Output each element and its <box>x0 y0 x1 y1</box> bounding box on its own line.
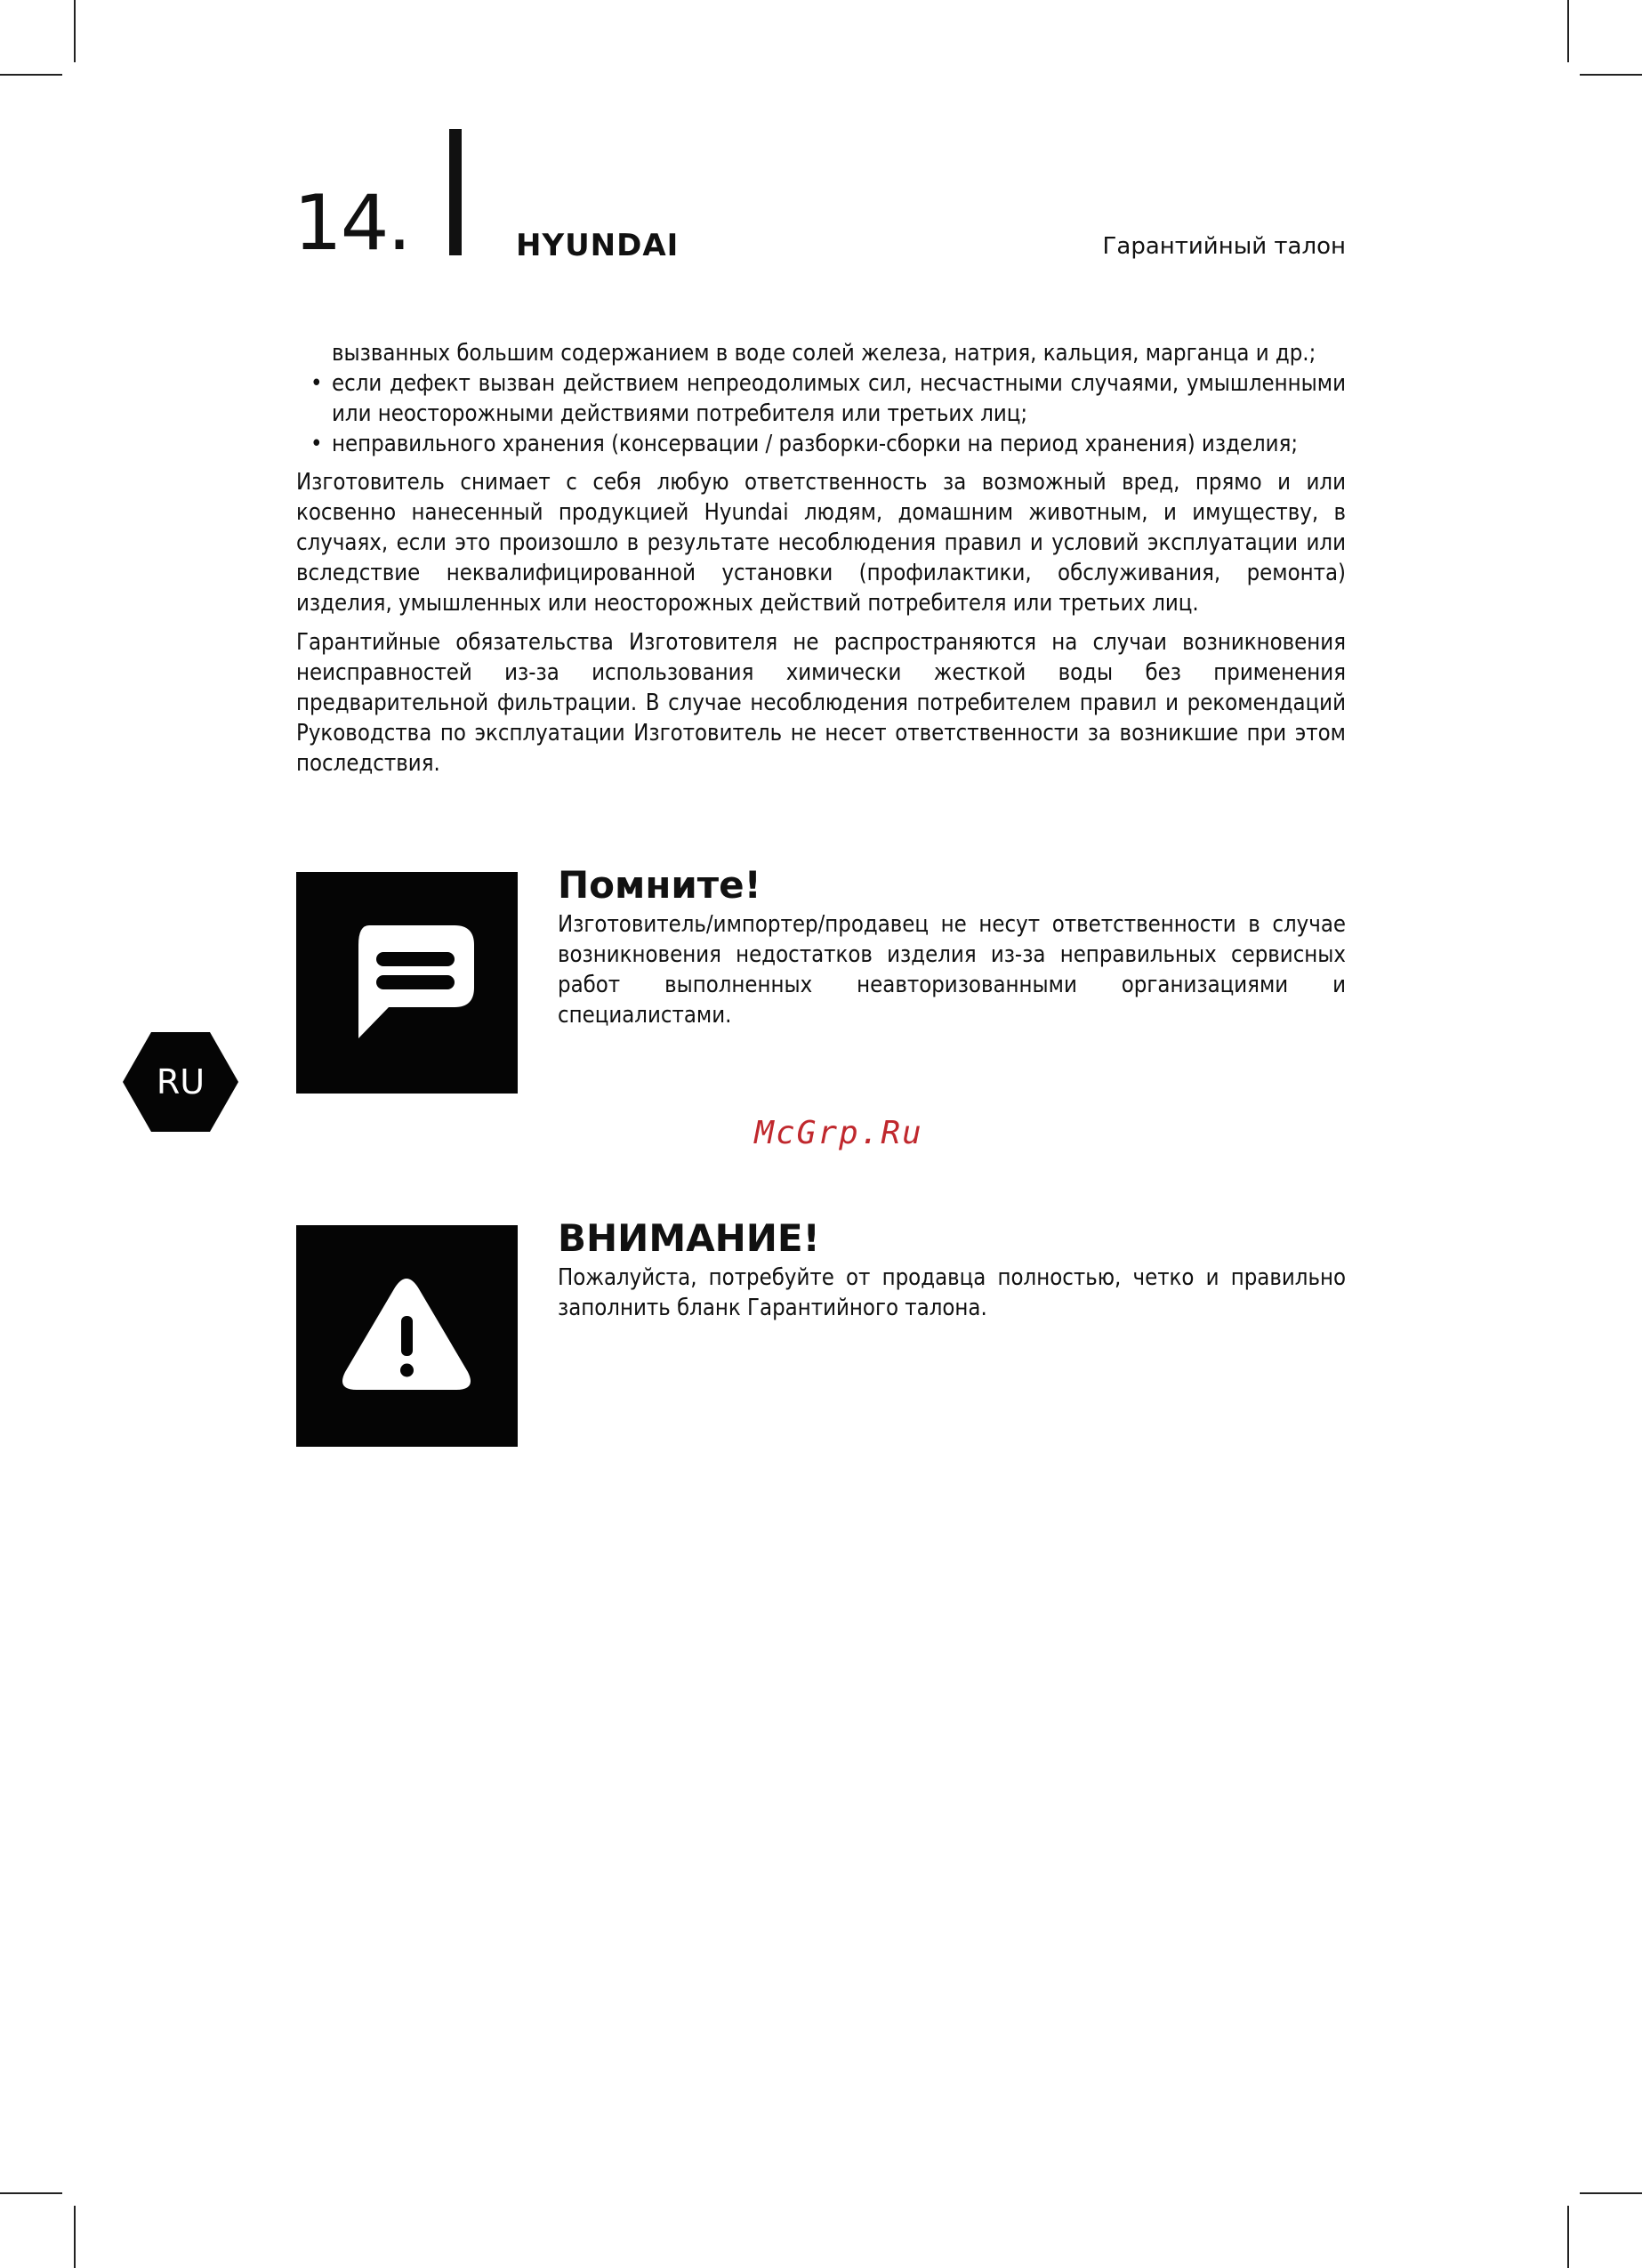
message-icon <box>296 872 518 1094</box>
crop-mark <box>0 74 62 76</box>
paragraph-warranty: Гарантийные обязательства Изготовителя не распространяются на случаи возникновения неисправностей из-за использования химически жесткой воды без применения предварительной фильтрации. В случае несоблюдения потребителем правил и рекомендаций Руководства по эксплуатации Изготовитель не несет ответственности за возникшие при этом последствия. <box>296 629 1346 777</box>
crop-mark <box>1567 2206 1569 2268</box>
section-title: Гарантийный талон <box>1102 233 1346 260</box>
bullet-item: • если дефект вызван действием непреодолимых сил, несчастными случаями, умышленными или неосторожными действиями потребителя или третьих лиц; <box>332 368 1346 429</box>
crop-mark <box>74 2206 76 2268</box>
page-number: 14. <box>294 179 410 268</box>
warning-icon-box <box>296 1225 518 1447</box>
crop-mark <box>1567 0 1569 62</box>
crop-mark <box>1580 2192 1642 2194</box>
bullet-item: • неправильного хранения (консервации / разборки-сборки на период хранения) изделия; <box>332 429 1346 459</box>
note-title-remember: Помните! <box>558 863 761 907</box>
warning-icon <box>296 1225 518 1447</box>
watermark: McGrp.Ru <box>754 1115 923 1151</box>
crop-mark <box>74 0 76 62</box>
bullet-list <box>332 368 1346 459</box>
continued-line: вызванных большим содержанием в воде солей железа, натрия, кальция, марганца и др.; <box>332 340 1316 367</box>
note-icon-box <box>296 872 518 1094</box>
note-text-remember: Изготовитель/импортер/продавец не несут ответственности в случае возникновения недостатков изделия из-за неправильных сервисных работ выполненных неавторизованными организациями и специалистами. <box>558 911 1346 1029</box>
crop-mark <box>0 2192 62 2194</box>
header-divider <box>449 129 462 255</box>
note-text-attention: Пожалуйста, потребуйте от продавца полностью, четко и правильно заполнить бланк Гарантийного талона. <box>558 1264 1346 1321</box>
paragraph-liability: Изготовитель снимает с себя любую ответственность за возможный вред, прямо и или косвенно нанесенный продукцией Hyundai людям, домашним животным, и имуществу, в случаях, если это произошло в результате несоблюдения правил и условий эксплуатации или вследствие неквалифицированной установки (профилактики, обслуживания, ремонта) изделия, умышленных или неосторожных действий потребителя или третьих лиц. <box>296 469 1346 617</box>
brand-logo: HYUNDAI <box>516 228 680 263</box>
crop-mark <box>1580 74 1642 76</box>
language-label: RU <box>156 1062 205 1102</box>
note-title-attention: ВНИМАНИЕ! <box>558 1216 820 1260</box>
